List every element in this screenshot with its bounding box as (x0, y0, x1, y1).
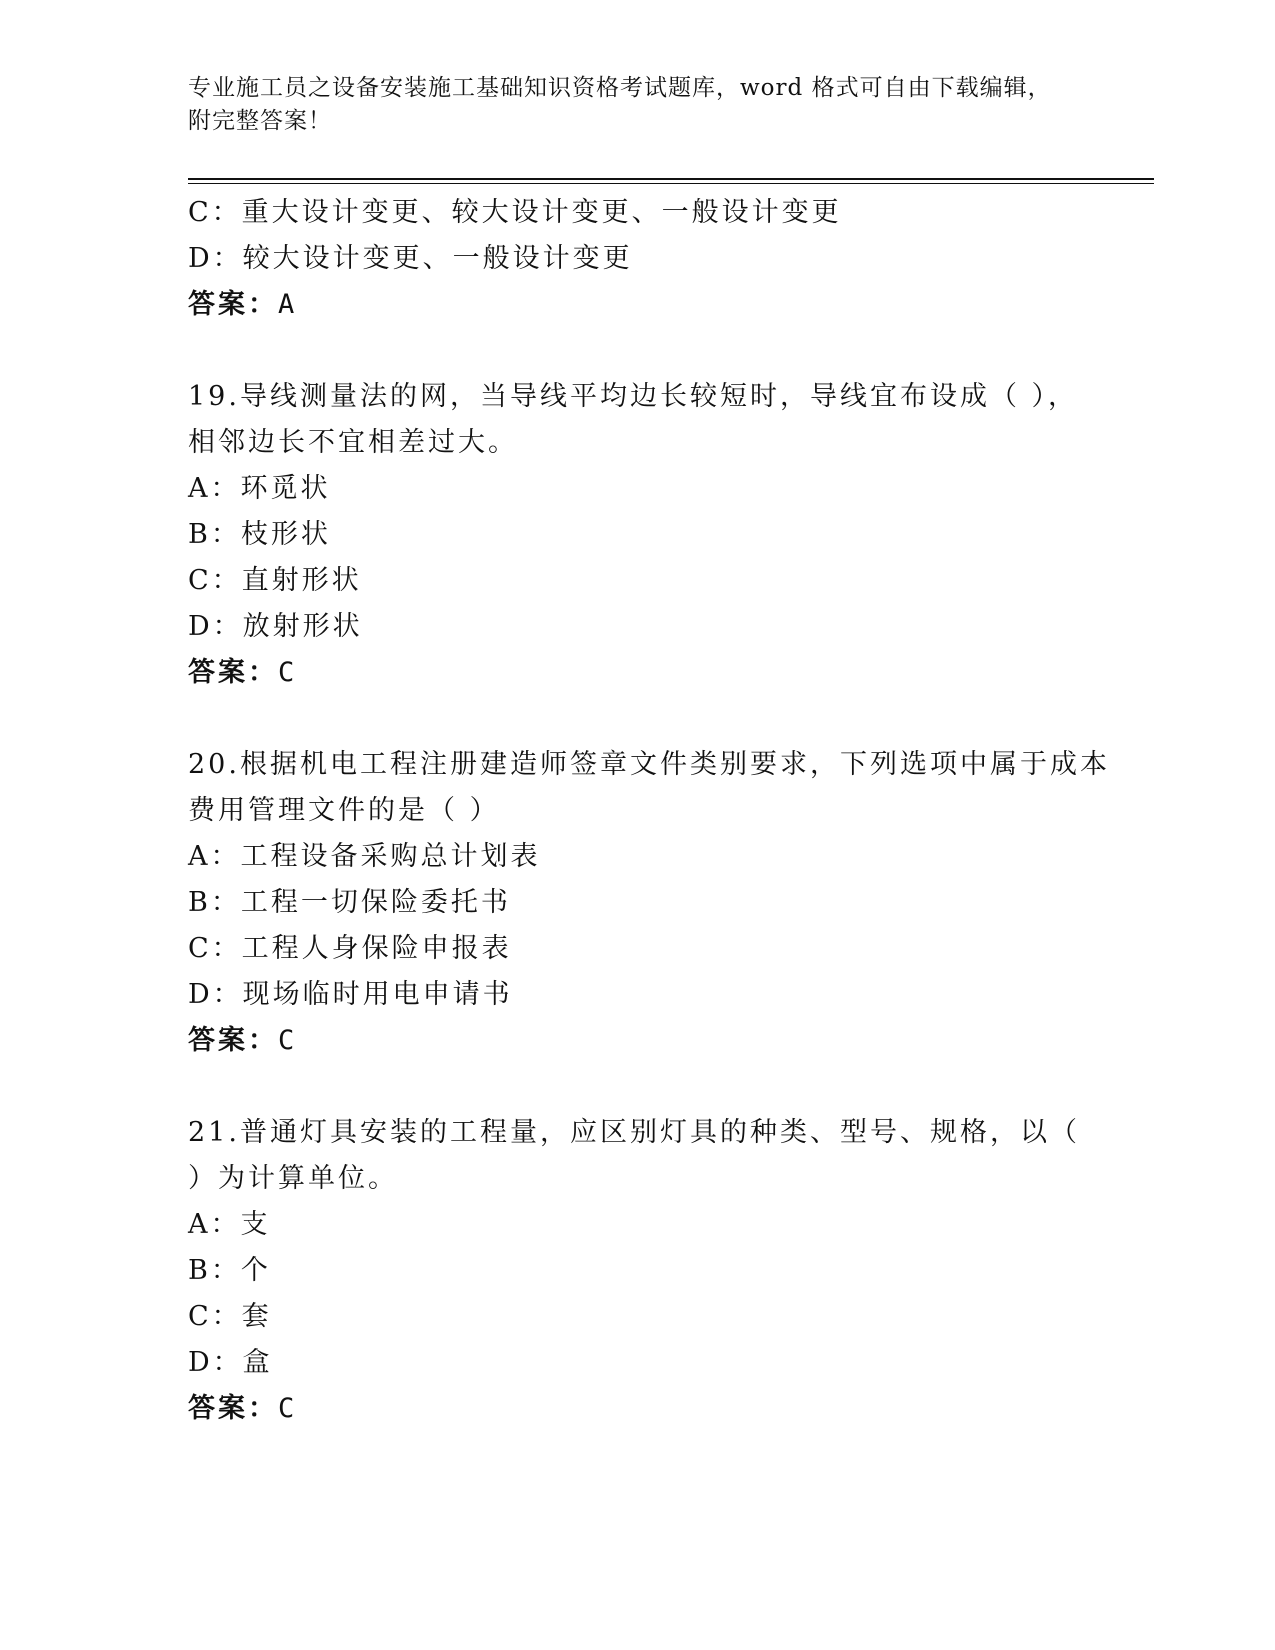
option-b: B：工程一切保险委托书 (188, 887, 511, 918)
header-divider-thick (188, 178, 1154, 180)
header-line-2: 附完整答案！ (188, 108, 332, 134)
question-stem-line-2: 相邻边长不宜相差过大。 (188, 427, 518, 458)
answer-line (188, 282, 1088, 328)
carryover-block (188, 190, 1088, 328)
document-header (188, 72, 1068, 138)
question-stem-line-1: 19.导线测量法的网，当导线平均边长较短时，导线宜布设成（ ）， (188, 381, 1079, 412)
question-stem-line-2: 费用管理文件的是（ ） (188, 795, 500, 826)
answer-line (188, 1018, 1088, 1064)
answer-value: C (278, 1393, 298, 1424)
option-d: D：盒 (188, 1347, 273, 1378)
option-d: D：现场临时用电申请书 (188, 979, 513, 1010)
answer-value: A (278, 289, 298, 320)
option-a: A：环觅状 (188, 473, 331, 504)
option-c: C：直射形状 (188, 565, 362, 596)
spacer (188, 1064, 1088, 1110)
option-b: B：个 (188, 1255, 271, 1286)
question-19 (188, 374, 1088, 696)
question-21 (188, 1110, 1088, 1432)
question-stem-line-1: 21.普通灯具安装的工程量，应区别灯具的种类、型号、规格，以（ (188, 1117, 1080, 1148)
spacer (188, 328, 1088, 374)
spacer (188, 696, 1088, 742)
answer-value: C (278, 657, 298, 688)
answer-line (188, 650, 1088, 696)
option-c: C：重大设计变更、较大设计变更、一般设计变更 (188, 197, 842, 228)
answer-label: 答案： (188, 1393, 278, 1424)
option-d: D：较大设计变更、一般设计变更 (188, 243, 633, 274)
option-a: A：支 (188, 1209, 271, 1240)
answer-label: 答案： (188, 1025, 278, 1056)
question-stem-line-2: ）为计算单位。 (188, 1163, 398, 1194)
option-b: B：枝形状 (188, 519, 331, 550)
question-stem-line-1: 20.根据机电工程注册建造师签章文件类别要求，下列选项中属于成本 (188, 749, 1110, 780)
header-divider-thin (188, 183, 1154, 184)
answer-value: C (278, 1025, 298, 1056)
question-20 (188, 742, 1110, 1064)
answer-label: 答案： (188, 289, 278, 320)
document-body (188, 190, 1110, 1432)
answer-line (188, 1386, 1088, 1432)
option-c: C：套 (188, 1301, 272, 1332)
answer-label: 答案： (188, 657, 278, 688)
option-d: D：放射形状 (188, 611, 363, 642)
header-line-1: 专业施工员之设备安装施工基础知识资格考试题库，word 格式可自由下载编辑， (188, 75, 1052, 101)
option-c: C：工程人身保险申报表 (188, 933, 512, 964)
option-a: A：工程设备采购总计划表 (188, 841, 541, 872)
